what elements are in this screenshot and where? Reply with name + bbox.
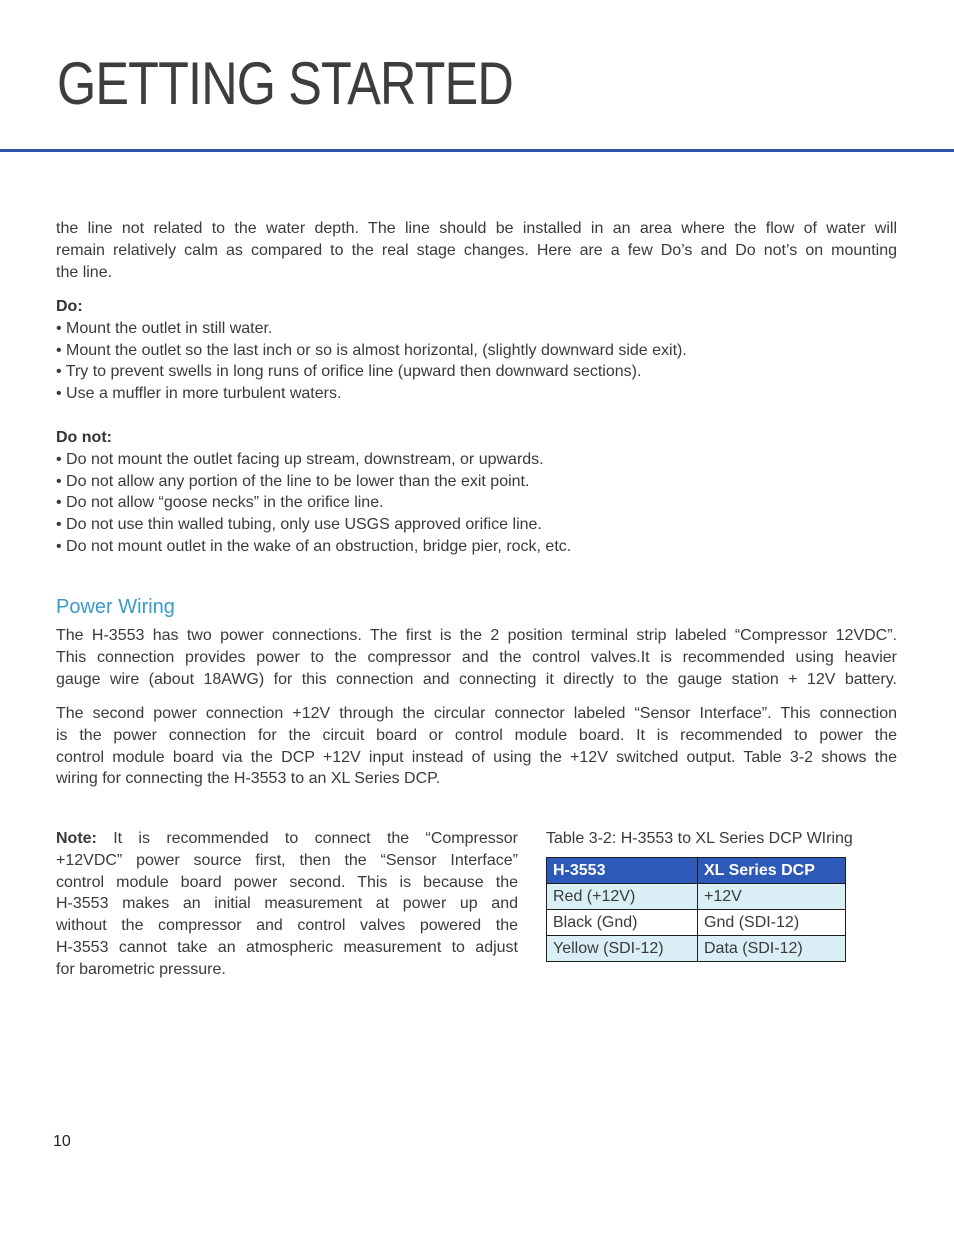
table-caption: Table 3-2: H-3553 to XL Series DCP WIring — [546, 830, 853, 847]
power-line: The second power connection +12V through the circular connector labeled “Sensor Interface”. This connection — [56, 705, 897, 722]
do-not-list-item: • Do not use thin walled tubing, only use USGS approved orifice line. — [56, 516, 542, 533]
note-line — [56, 828, 518, 850]
do-not-list-item: • Do not allow any portion of the line to be lower than the exit point. — [56, 472, 530, 490]
table-header-row — [547, 858, 846, 884]
wiring-table — [546, 857, 846, 962]
intro-line: the line not related to the water depth. The line should be installed in an area where the flow of water will — [56, 220, 897, 237]
page-number: 10 — [53, 1133, 71, 1150]
header-rule — [0, 149, 954, 152]
note-line: H-3553 makes an initial measurement at power up and — [56, 895, 518, 913]
power-line: control module board via the DCP +12V input instead of using the +12V switched output. Table 3-2 shows the — [56, 748, 897, 766]
table-header-cell: H-3553 — [547, 858, 698, 884]
table-cell: Yellow (SDI-12) — [547, 936, 698, 962]
note-line: control module board power second. This is because the — [56, 873, 518, 891]
power-line: is the power connection for the circuit board or control module board. It is recommended to power the — [56, 726, 897, 744]
note-line: for barometric pressure. — [56, 960, 226, 978]
power-paragraph-2 — [56, 703, 897, 790]
note-line: +12VDC” power source first, then the “Sensor Interface” — [56, 851, 518, 869]
intro-line: remain relatively calm as compared to the real stage changes. Here are a few Do’s and Do not’s on mounting — [56, 241, 897, 259]
do-list-item: • Use a muffler in more turbulent waters. — [56, 385, 342, 402]
note-label: Note: — [56, 830, 97, 847]
table-cell: Black (Gnd) — [547, 910, 698, 936]
table-cell: Data (SDI-12) — [698, 936, 846, 962]
table-row — [547, 910, 846, 936]
do-not-label: Do not: — [56, 429, 112, 446]
do-list-item: • Mount the outlet so the last inch or so is almost horizontal, (slightly downward side exit). — [56, 341, 687, 359]
note-line: without the compressor and control valves powered the — [56, 917, 518, 934]
table-row — [547, 936, 846, 962]
do-not-section — [56, 427, 897, 558]
note-line: H-3553 cannot take an atmospheric measurement to adjust — [56, 938, 518, 956]
note-line-text: It is recommended to connect the “Compressor — [113, 830, 518, 847]
power-line: gauge wire (about 18AWG) for this connection and connecting it directly to the gauge station + 12V battery. — [56, 670, 897, 688]
table-cell: Gnd (SDI-12) — [698, 910, 846, 936]
do-not-list-item: • Do not mount the outlet facing up stream, downstream, or upwards. — [56, 450, 544, 468]
do-label: Do: — [56, 298, 83, 315]
table-header-cell: XL Series DCP — [698, 858, 846, 884]
table-cell: Red (+12V) — [547, 884, 698, 910]
note-paragraph — [56, 828, 518, 980]
table-cell: +12V — [698, 884, 846, 910]
do-list-item: • Mount the outlet in still water. — [56, 319, 273, 337]
do-list-item: • Try to prevent swells in long runs of orifice line (upward then downward sections). — [56, 363, 642, 381]
do-not-list-item: • Do not mount outlet in the wake of an obstruction, bridge pier, rock, etc. — [56, 537, 572, 555]
power-paragraph-1 — [56, 625, 897, 690]
intro-paragraph — [56, 218, 897, 283]
section-heading-power-wiring: Power Wiring — [56, 596, 175, 618]
power-line: The H-3553 has two power connections. The first is the 2 position terminal strip labeled “Compressor 12VDC”. — [56, 627, 897, 644]
page-title: GETTING STARTED — [57, 50, 513, 117]
power-line: This connection provides power to the compressor and the control valves.It is recommended using heavier — [56, 648, 897, 666]
do-section — [56, 296, 897, 405]
power-line: wiring for connecting the H-3553 to an XL Series DCP. — [56, 770, 441, 788]
table-row — [547, 884, 846, 910]
intro-line: the line. — [56, 263, 113, 281]
do-not-list-item: • Do not allow “goose necks” in the orifice line. — [56, 494, 384, 512]
